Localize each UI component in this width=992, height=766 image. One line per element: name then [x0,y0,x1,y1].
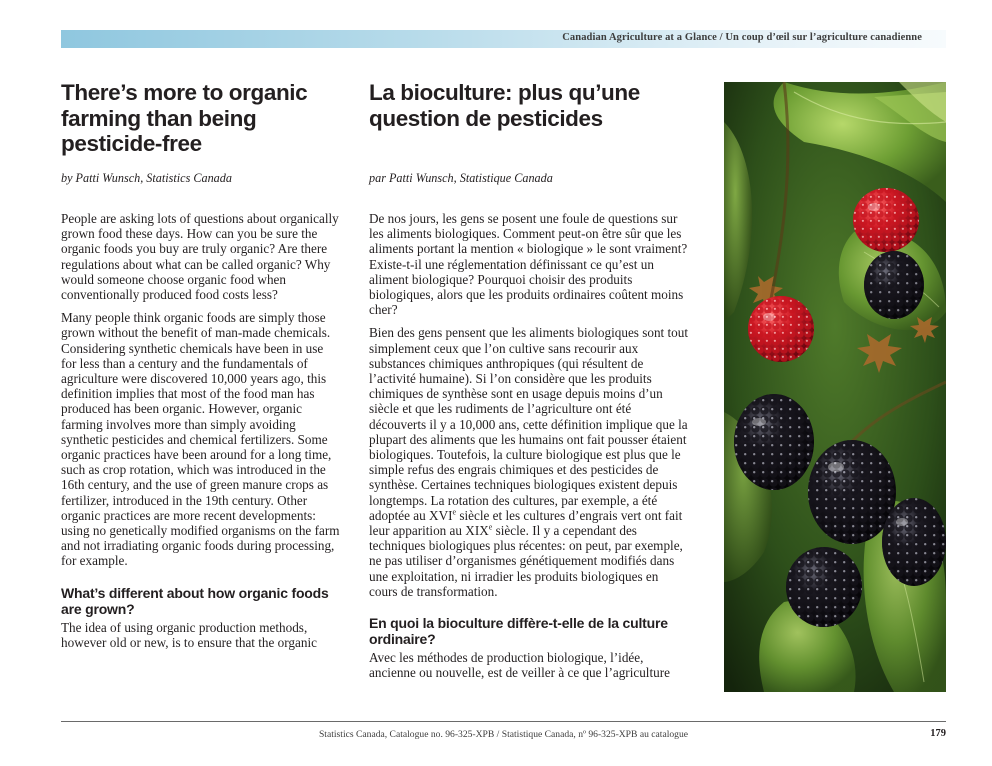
footer-rule [61,721,946,722]
paragraph-fr-2-part-b: siècle et les cultures d’engrais vert ont fait leur apparition au XIX [369,507,683,539]
french-column [369,80,689,681]
page-number: 179 [930,728,946,739]
article-title-fr: La bioculture: plus qu’une question de pesticides [369,80,640,131]
paragraph-fr-2-part-a: Bien des gens pensent que les aliments biologiques sont tout simplement ceux que l’on cultive sans recourir aux substances chimiques anthropiques (qui résultent de l’activité humaine). Si l’on considère que les produits chimiques de synthèse sont en usage depuis moins d’un siècle et que les rudiments de l’agriculture ont été découverts il y a 10,000 ans, cette définition implique que la plupart des aliments que les humains ont fait pousser étaient biologiques. Toutefois, la culture biologique est plus que le simple refus des engrais chimiques et des pesticides de synthèse. Certaines techniques biologiques existent depuis longtemps. La rotation des cultures, par exemple, a été adoptée au XVI [369,325,689,523]
body-text-en [61,211,341,658]
paragraph-fr-1: De nos jours, les gens se posent une foule de questions sur les aliments biologiques. Comment peut-on être sûr que les aliments portant la mention « biologique » le sont vraiment? Existe-t-il une réglementation définissant ce qu’est un aliment biologique? Pourquoi choisir des produits biologiques, alors que les produits ordinaires coûtent moins cher? [369,211,688,318]
paragraph-en-3: The idea of using organic production methods, however old or new, is to ensure that the organic [61,619,317,650]
byline-fr: par Patti Wunsch, Statistique Canada [369,171,553,185]
blackberry-photo [724,82,946,692]
paragraph-en-2: Many people think organic foods are simply those grown without the benefit of man-made chemicals. Considering synthetic chemicals have been in use for less than a century and the fundamentals of agriculture were discovered 10,000 years ago, this definition implies that most of the food man has produced has been organic. However, organic farming involves more than simply avoiding synthetic pesticides and chemical fertilizers. Some organic practices have been around for a long time, such as crop rotation, which was introduced in the 16th century, and the use of green manure crops as fertilizer, introduced in the 19th century. Other organic practices are more recent developments: using no genetically modified organisms on the farm and not irradiating organic foods during processing, for example. [61,310,340,569]
subheading-fr: En quoi la bioculture diffère-t-elle de la culture ordinaire? [369,615,668,648]
paragraph-en-1: People are asking lots of questions about organically grown food these days. How can you be sure the organic foods you buy are truly organic? Are there regulations about what can be called organic? Why would someone choose organic food when conventionally produced food costs less? [61,211,339,303]
running-title: Canadian Agriculture at a Glance / Un coup d’œil sur l’agriculture canadienne [562,32,922,43]
byline-en: by Patti Wunsch, Statistics Canada [61,171,232,185]
paragraph-fr-2 [369,325,689,599]
subheading-en: What’s different about how organic foods are grown? [61,584,329,617]
superscript-e-2: e [488,522,493,532]
paragraph-fr-3: Avec les méthodes de production biologique, l’idée, ancienne ou nouvelle, est de veiller à ce que l’agriculture [369,650,670,681]
footer-citation: Statistics Canada, Catalogue no. 96-325-XPB / Statistique Canada, nº 96-325-XPB au catalogue [318,729,689,740]
english-column [61,80,341,650]
header-bar [61,30,946,48]
body-text-fr [369,211,689,688]
paragraph-fr-2-part-c: siècle. Il y a cependant des techniques biologiques plus récentes: on peut, par exemple, ne pas utiliser d’organismes génétiquement modifiés dans une exploitation, ni irradier les produits biologiques en cours de transformation. [369,523,683,599]
article-title-en: There’s more to organic farming than being pesticide-free [61,80,308,156]
superscript-e-1: e [452,507,457,517]
